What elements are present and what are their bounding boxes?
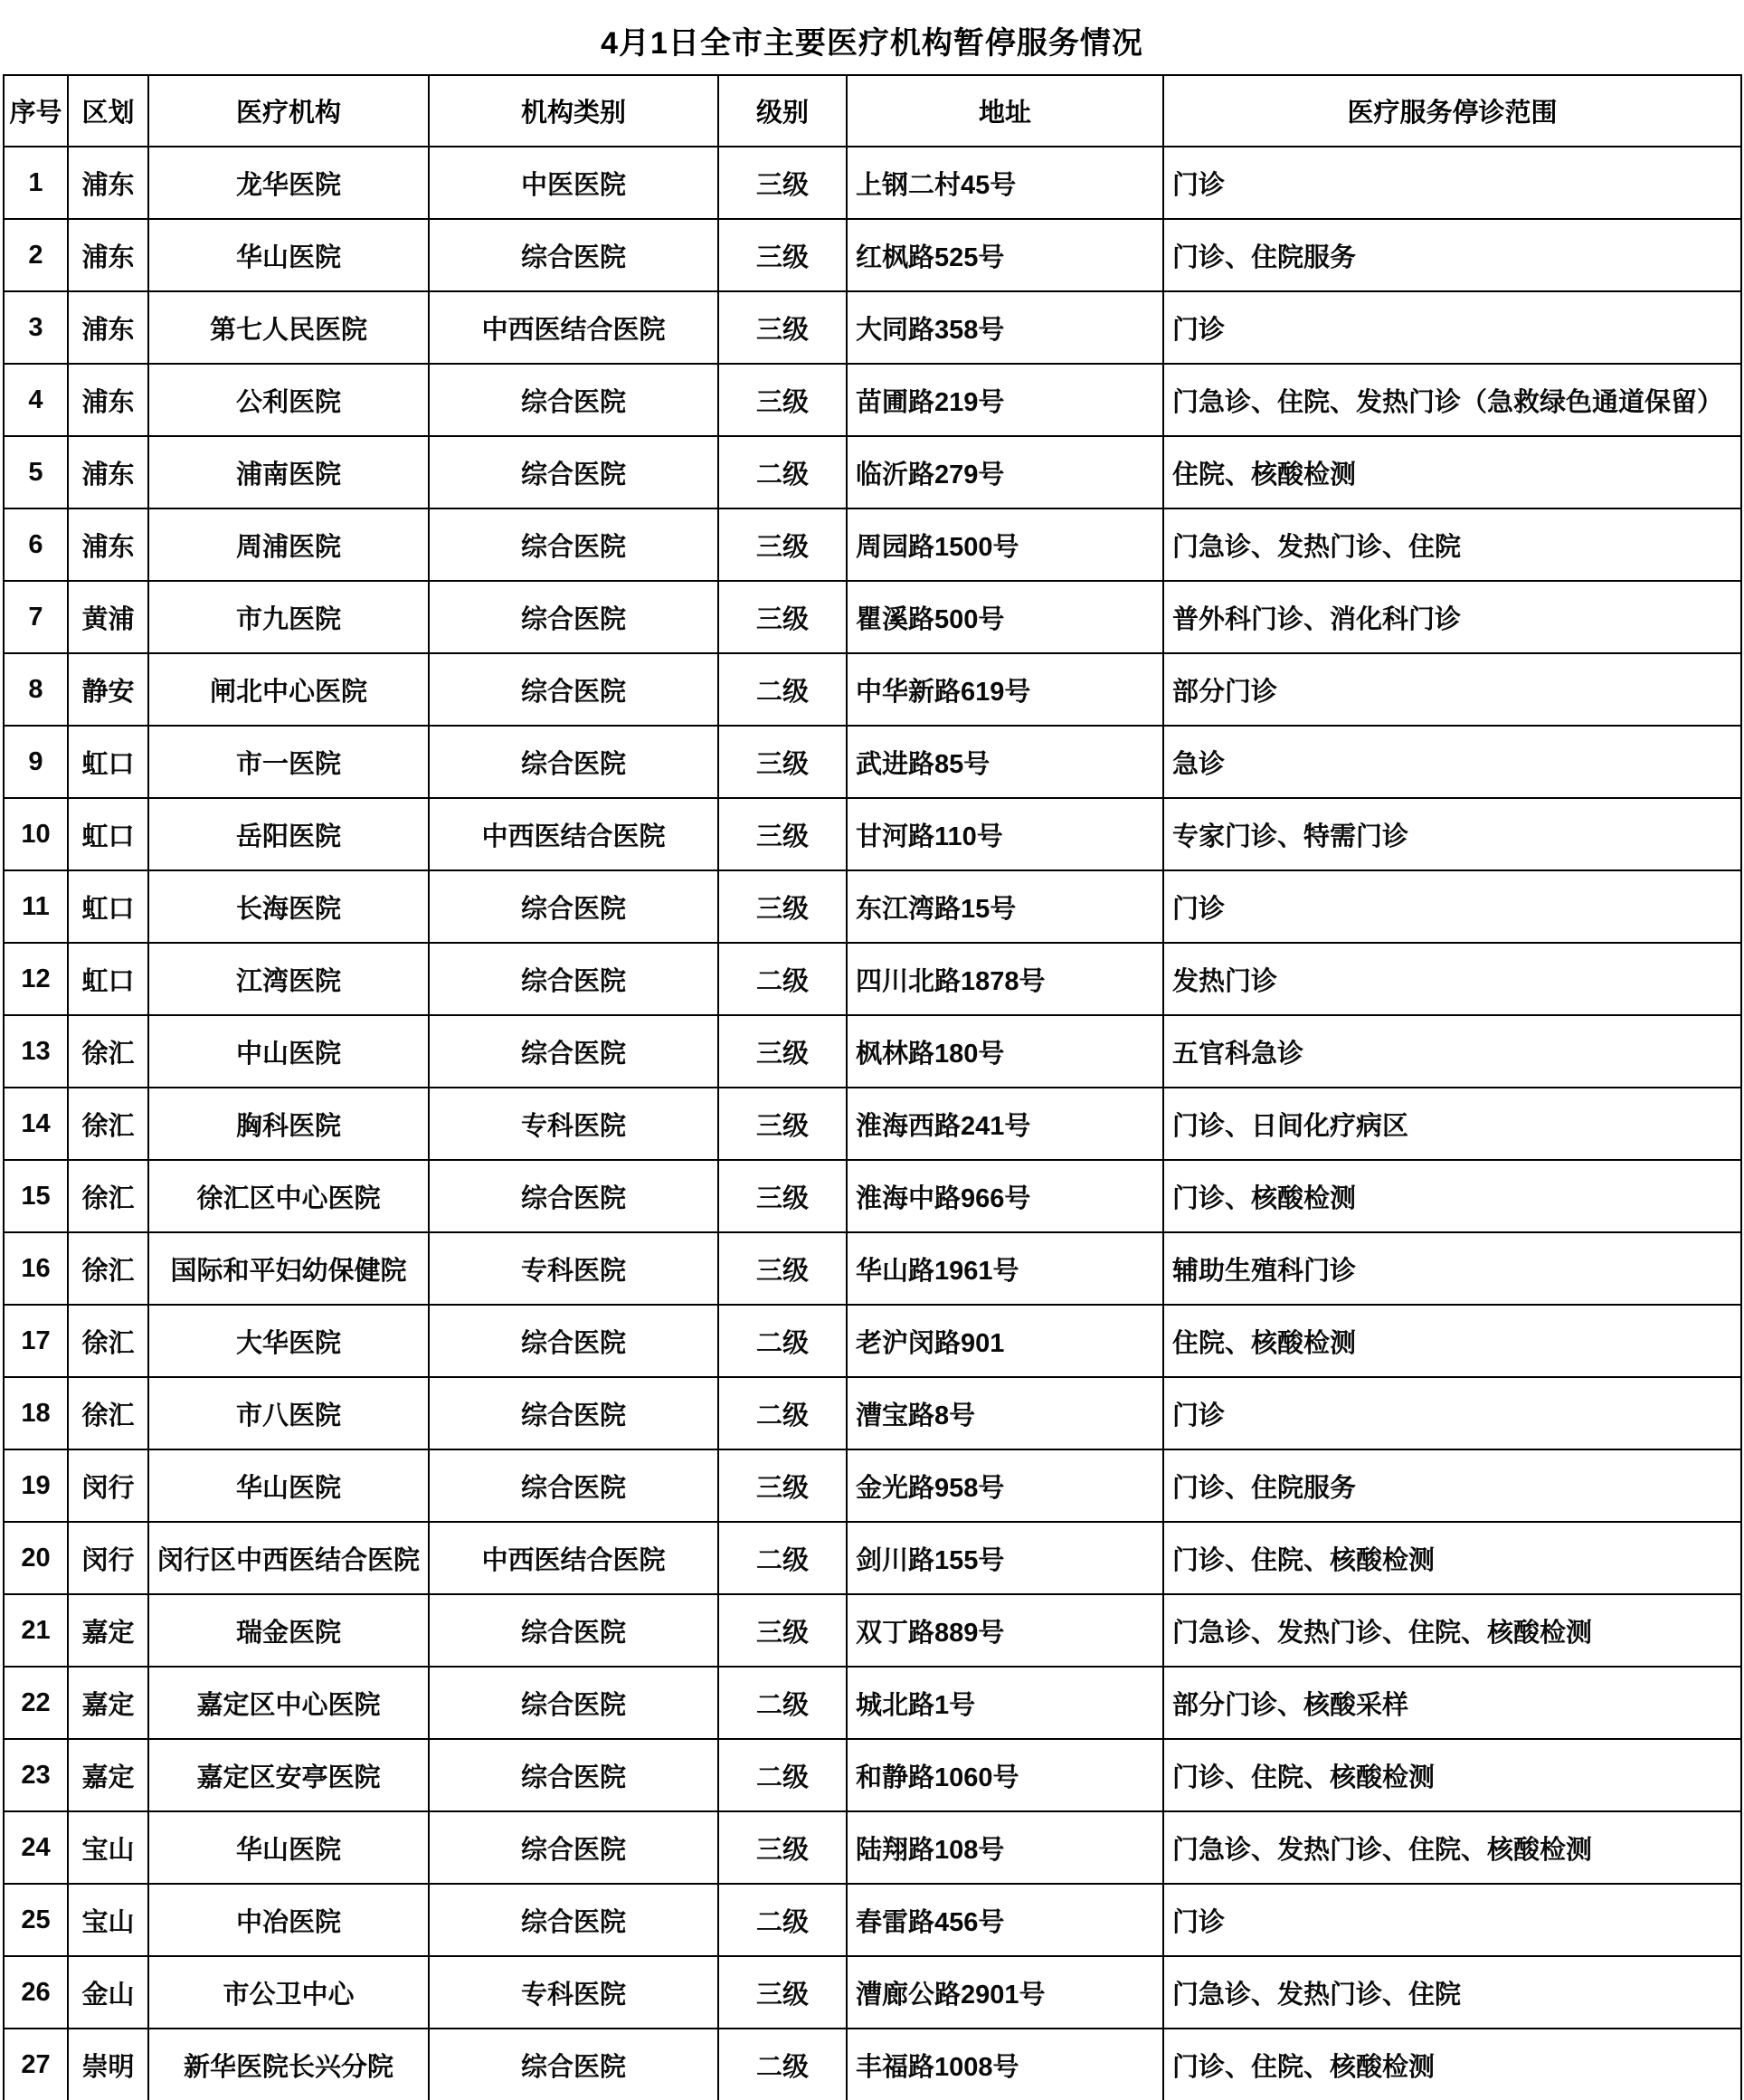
table-row [4,870,1741,943]
cell-institution: 公利医院 [148,364,429,436]
cell-address: 甘河路110号 [847,798,1163,870]
cell-scope: 辅助生殖科门诊 [1163,1232,1741,1305]
cell-institution: 嘉定区安亭医院 [148,1739,429,1811]
cell-index: 6 [4,508,68,581]
cell-address: 丰福路1008号 [847,2029,1163,2100]
cell-index: 20 [4,1522,68,1594]
cell-index: 14 [4,1088,68,1160]
cell-index: 11 [4,870,68,943]
cell-level: 二级 [718,1377,847,1449]
cell-institution: 华山医院 [148,219,429,291]
cell-category: 专科医院 [429,1088,718,1160]
cell-institution: 市九医院 [148,581,429,653]
cell-district: 浦东 [68,436,148,508]
cell-index: 8 [4,653,68,726]
cell-level: 三级 [718,291,847,364]
cell-level: 三级 [718,1594,847,1667]
cell-district: 虹口 [68,870,148,943]
cell-category: 综合医院 [429,1377,718,1449]
cell-institution: 龙华医院 [148,147,429,219]
cell-district: 崇明 [68,2029,148,2100]
cell-district: 浦东 [68,508,148,581]
table-row [4,1232,1741,1305]
cell-institution: 中冶医院 [148,1884,429,1956]
cell-address: 瞿溪路500号 [847,581,1163,653]
cell-institution: 江湾医院 [148,943,429,1015]
cell-scope: 部分门诊 [1163,653,1741,726]
cell-level: 二级 [718,1739,847,1811]
cell-category: 中医医院 [429,147,718,219]
cell-scope: 住院、核酸检测 [1163,1305,1741,1377]
cell-district: 闵行 [68,1449,148,1522]
cell-index: 10 [4,798,68,870]
cell-scope: 门诊 [1163,1884,1741,1956]
cell-district: 徐汇 [68,1377,148,1449]
cell-institution: 瑞金医院 [148,1594,429,1667]
cell-address: 周园路1500号 [847,508,1163,581]
cell-address: 金光路958号 [847,1449,1163,1522]
table-row [4,508,1741,581]
cell-district: 浦东 [68,364,148,436]
cell-index: 26 [4,1956,68,2029]
table-row [4,1884,1741,1956]
cell-category: 综合医院 [429,581,718,653]
table-row [4,1811,1741,1884]
cell-district: 嘉定 [68,1739,148,1811]
cell-scope: 门诊、住院、核酸检测 [1163,1522,1741,1594]
cell-category: 专科医院 [429,1232,718,1305]
cell-address: 双丁路889号 [847,1594,1163,1667]
cell-address: 春雷路456号 [847,1884,1163,1956]
cell-index: 19 [4,1449,68,1522]
table-row [4,1015,1741,1088]
cell-district: 嘉定 [68,1667,148,1739]
header-address: 地址 [847,75,1163,147]
cell-category: 综合医院 [429,1884,718,1956]
cell-category: 综合医院 [429,653,718,726]
table-body [4,147,1741,2100]
cell-institution: 市公卫中心 [148,1956,429,2029]
cell-level: 三级 [718,1956,847,2029]
cell-category: 综合医院 [429,870,718,943]
cell-institution: 第七人民医院 [148,291,429,364]
cell-category: 综合医院 [429,1305,718,1377]
cell-scope: 门急诊、发热门诊、住院、核酸检测 [1163,1594,1741,1667]
cell-address: 和静路1060号 [847,1739,1163,1811]
cell-scope: 门急诊、发热门诊、住院 [1163,1956,1741,2029]
cell-address: 城北路1号 [847,1667,1163,1739]
cell-district: 宝山 [68,1811,148,1884]
table-row [4,581,1741,653]
table-row [4,1956,1741,2029]
cell-institution: 浦南医院 [148,436,429,508]
header-scope: 医疗服务停诊范围 [1163,75,1741,147]
cell-level: 二级 [718,653,847,726]
cell-address: 临沂路279号 [847,436,1163,508]
cell-scope: 普外科门诊、消化科门诊 [1163,581,1741,653]
cell-address: 漕廊公路2901号 [847,1956,1163,2029]
header-category: 机构类别 [429,75,718,147]
cell-institution: 岳阳医院 [148,798,429,870]
cell-category: 综合医院 [429,1015,718,1088]
cell-level: 三级 [718,798,847,870]
cell-district: 徐汇 [68,1088,148,1160]
cell-address: 淮海中路966号 [847,1160,1163,1232]
cell-level: 三级 [718,1232,847,1305]
cell-index: 9 [4,726,68,798]
cell-district: 静安 [68,653,148,726]
cell-index: 13 [4,1015,68,1088]
cell-institution: 闵行区中西医结合医院 [148,1522,429,1594]
cell-index: 7 [4,581,68,653]
cell-address: 四川北路1878号 [847,943,1163,1015]
cell-level: 三级 [718,1088,847,1160]
cell-address: 漕宝路8号 [847,1377,1163,1449]
cell-institution: 周浦医院 [148,508,429,581]
cell-address: 老沪闵路901 [847,1305,1163,1377]
cell-index: 23 [4,1739,68,1811]
cell-category: 综合医院 [429,1594,718,1667]
cell-category: 综合医院 [429,943,718,1015]
table-row [4,1667,1741,1739]
cell-district: 徐汇 [68,1232,148,1305]
cell-district: 闵行 [68,1522,148,1594]
cell-index: 18 [4,1377,68,1449]
header-district: 区划 [68,75,148,147]
cell-scope: 门急诊、发热门诊、住院、核酸检测 [1163,1811,1741,1884]
cell-category: 综合医院 [429,2029,718,2100]
cell-category: 专科医院 [429,1956,718,2029]
cell-index: 3 [4,291,68,364]
cell-address: 中华新路619号 [847,653,1163,726]
table-row [4,943,1741,1015]
cell-level: 二级 [718,943,847,1015]
cell-scope: 部分门诊、核酸采样 [1163,1667,1741,1739]
table-row [4,653,1741,726]
cell-level: 二级 [718,1667,847,1739]
cell-category: 综合医院 [429,1739,718,1811]
header-index: 序号 [4,75,68,147]
header-row [4,75,1741,147]
cell-scope: 门诊、住院服务 [1163,219,1741,291]
table-row [4,1088,1741,1160]
cell-address: 大同路358号 [847,291,1163,364]
table-row [4,1305,1741,1377]
cell-index: 4 [4,364,68,436]
cell-scope: 门诊、核酸检测 [1163,1160,1741,1232]
cell-category: 综合医院 [429,1160,718,1232]
cell-district: 徐汇 [68,1015,148,1088]
cell-address: 武进路85号 [847,726,1163,798]
cell-district: 虹口 [68,798,148,870]
cell-index: 21 [4,1594,68,1667]
table-row [4,1522,1741,1594]
cell-scope: 发热门诊 [1163,943,1741,1015]
cell-scope: 门诊 [1163,147,1741,219]
cell-index: 12 [4,943,68,1015]
cell-index: 1 [4,147,68,219]
cell-institution: 新华医院长兴分院 [148,2029,429,2100]
cell-district: 虹口 [68,726,148,798]
cell-address: 枫林路180号 [847,1015,1163,1088]
table-row [4,1377,1741,1449]
cell-scope: 门诊、住院、核酸检测 [1163,1739,1741,1811]
cell-district: 浦东 [68,219,148,291]
cell-district: 宝山 [68,1884,148,1956]
cell-level: 二级 [718,2029,847,2100]
cell-institution: 市一医院 [148,726,429,798]
cell-district: 徐汇 [68,1305,148,1377]
cell-institution: 胸科医院 [148,1088,429,1160]
cell-address: 红枫路525号 [847,219,1163,291]
cell-institution: 中山医院 [148,1015,429,1088]
cell-district: 嘉定 [68,1594,148,1667]
cell-scope: 门诊 [1163,1377,1741,1449]
table-row [4,798,1741,870]
cell-index: 25 [4,1884,68,1956]
table-row [4,147,1741,219]
cell-scope: 门急诊、发热门诊、住院 [1163,508,1741,581]
cell-index: 17 [4,1305,68,1377]
cell-category: 中西医结合医院 [429,291,718,364]
cell-scope: 五官科急诊 [1163,1015,1741,1088]
cell-address: 淮海西路241号 [847,1088,1163,1160]
page-title: 4月1日全市主要医疗机构暂停服务情况 [601,26,1143,61]
cell-district: 金山 [68,1956,148,2029]
cell-scope: 门诊、住院、核酸检测 [1163,2029,1741,2100]
cell-institution: 嘉定区中心医院 [148,1667,429,1739]
cell-scope: 门诊、住院服务 [1163,1449,1741,1522]
cell-category: 综合医院 [429,364,718,436]
table-row [4,1739,1741,1811]
suspension-table [3,74,1742,2100]
table-row [4,1594,1741,1667]
header-level: 级别 [718,75,847,147]
cell-scope: 门诊 [1163,870,1741,943]
cell-institution: 大华医院 [148,1305,429,1377]
cell-level: 二级 [718,436,847,508]
table-row [4,1160,1741,1232]
cell-scope: 专家门诊、特需门诊 [1163,798,1741,870]
cell-index: 15 [4,1160,68,1232]
cell-level: 二级 [718,1522,847,1594]
cell-scope: 门诊 [1163,291,1741,364]
cell-index: 2 [4,219,68,291]
cell-level: 三级 [718,364,847,436]
cell-category: 中西医结合医院 [429,1522,718,1594]
cell-scope: 门急诊、住院、发热门诊（急救绿色通道保留） [1163,364,1741,436]
header-institution: 医疗机构 [148,75,429,147]
cell-scope: 门诊、日间化疗病区 [1163,1088,1741,1160]
cell-institution: 徐汇区中心医院 [148,1160,429,1232]
cell-address: 剑川路155号 [847,1522,1163,1594]
table-row [4,2029,1741,2100]
cell-category: 综合医院 [429,508,718,581]
cell-level: 三级 [718,1811,847,1884]
cell-category: 综合医院 [429,1811,718,1884]
cell-category: 综合医院 [429,1449,718,1522]
cell-index: 5 [4,436,68,508]
cell-level: 二级 [718,1884,847,1956]
cell-level: 三级 [718,147,847,219]
cell-scope: 住院、核酸检测 [1163,436,1741,508]
table-row [4,219,1741,291]
cell-institution: 市八医院 [148,1377,429,1449]
cell-level: 三级 [718,219,847,291]
cell-level: 二级 [718,1305,847,1377]
cell-level: 三级 [718,726,847,798]
cell-category: 综合医院 [429,219,718,291]
cell-institution: 华山医院 [148,1449,429,1522]
cell-level: 三级 [718,870,847,943]
cell-category: 综合医院 [429,726,718,798]
cell-address: 东江湾路15号 [847,870,1163,943]
cell-index: 22 [4,1667,68,1739]
cell-institution: 闸北中心医院 [148,653,429,726]
cell-level: 三级 [718,581,847,653]
cell-address: 上钢二村45号 [847,147,1163,219]
cell-district: 徐汇 [68,1160,148,1232]
table-row [4,436,1741,508]
cell-level: 三级 [718,508,847,581]
cell-index: 27 [4,2029,68,2100]
table-row [4,291,1741,364]
table-row [4,1449,1741,1522]
cell-district: 浦东 [68,291,148,364]
cell-institution: 长海医院 [148,870,429,943]
cell-level: 三级 [718,1015,847,1088]
cell-institution: 华山医院 [148,1811,429,1884]
cell-category: 综合医院 [429,436,718,508]
cell-category: 综合医院 [429,1667,718,1739]
cell-level: 三级 [718,1449,847,1522]
cell-address: 苗圃路219号 [847,364,1163,436]
cell-index: 16 [4,1232,68,1305]
cell-district: 虹口 [68,943,148,1015]
cell-institution: 国际和平妇幼保健院 [148,1232,429,1305]
cell-index: 24 [4,1811,68,1884]
cell-scope: 急诊 [1163,726,1741,798]
cell-address: 陆翔路108号 [847,1811,1163,1884]
table-row [4,364,1741,436]
cell-category: 中西医结合医院 [429,798,718,870]
cell-address: 华山路1961号 [847,1232,1163,1305]
cell-district: 浦东 [68,147,148,219]
cell-district: 黄浦 [68,581,148,653]
table-row [4,726,1741,798]
cell-level: 三级 [718,1160,847,1232]
